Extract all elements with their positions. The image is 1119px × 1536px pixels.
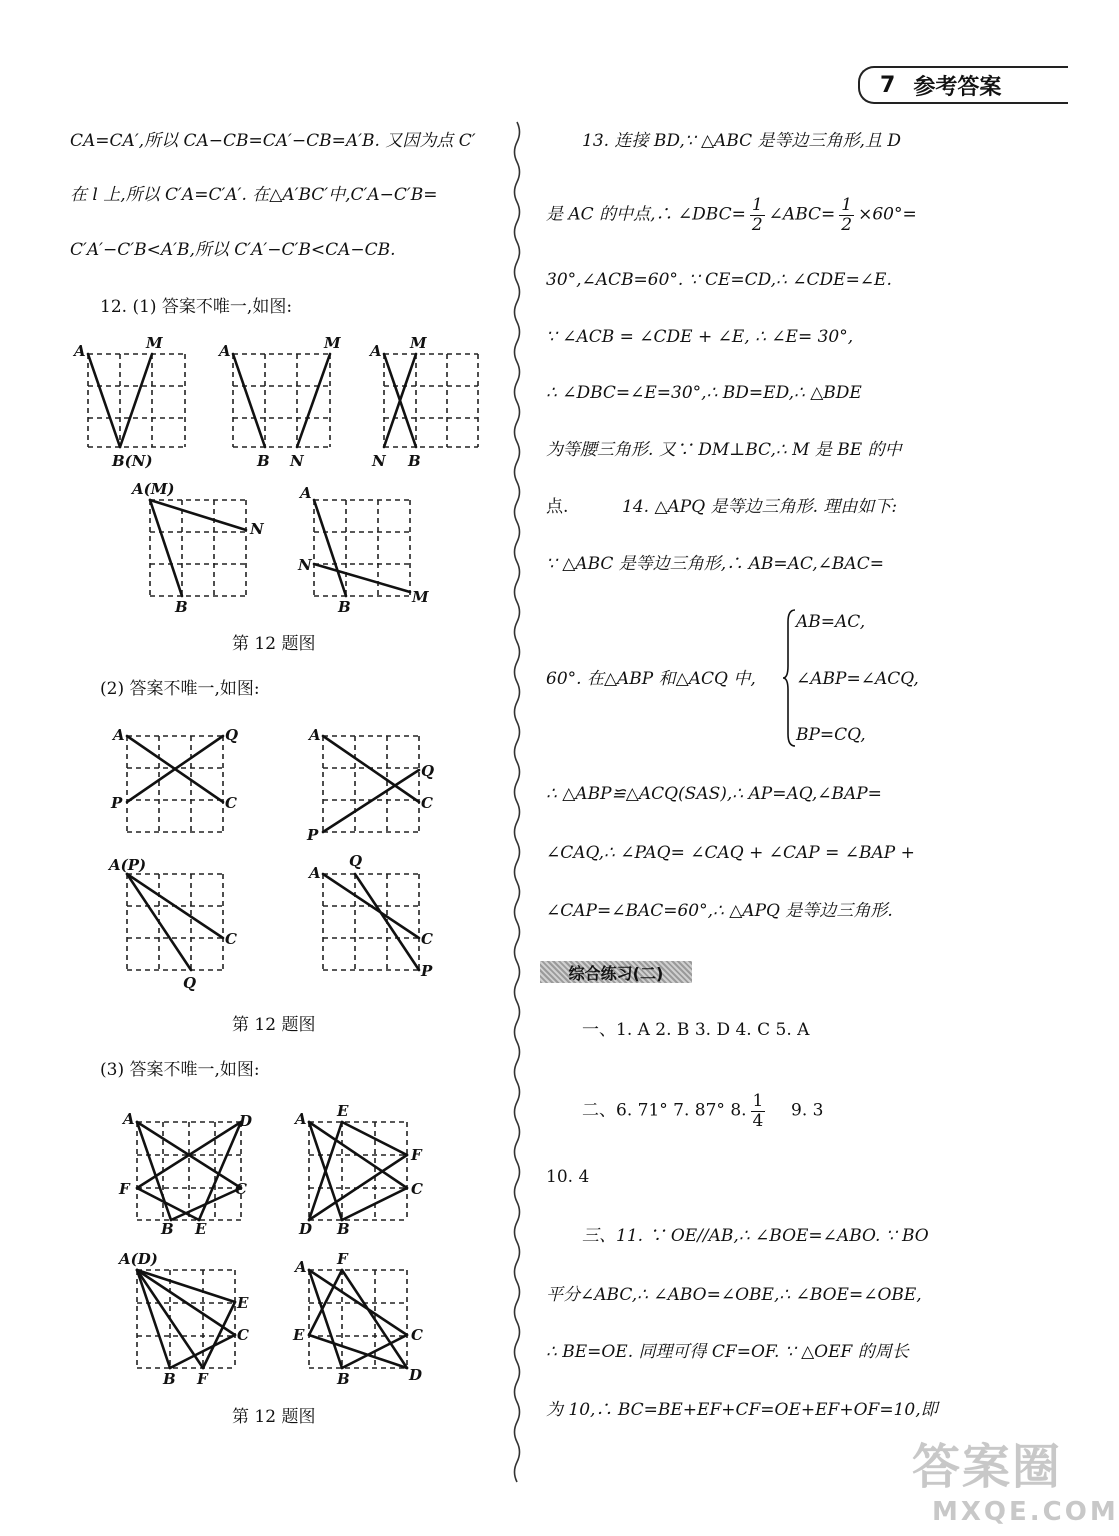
fraction-half	[839, 196, 854, 234]
grid-3d	[309, 1270, 407, 1368]
q14-system-2: ∠ABP=∠ACQ,	[796, 669, 919, 689]
label-ap: A(P)	[109, 856, 147, 874]
label-a: A	[295, 1258, 307, 1276]
fraction-numerator: 1	[841, 195, 853, 215]
figure-caption-3: 第 12 题图	[232, 1407, 316, 1427]
label-m: M	[412, 588, 429, 606]
label-b: B	[408, 452, 421, 470]
label-b: B	[161, 1220, 174, 1238]
label-c: C	[411, 1180, 423, 1198]
label-d: D	[409, 1366, 423, 1384]
label-n: N	[372, 452, 386, 470]
label-a: A	[219, 342, 231, 360]
q14-system-1: AB=AC,	[796, 612, 866, 632]
label-am: A(M)	[132, 480, 175, 498]
label-b: B	[338, 598, 351, 616]
fraction-denominator: 2	[841, 214, 853, 235]
label-d: D	[239, 1112, 253, 1130]
section-heading: 综合练习(二)	[540, 961, 692, 983]
label-a: A	[113, 726, 125, 744]
label-c: C	[421, 930, 433, 948]
q13-line-7: 点.	[546, 497, 569, 517]
watermark	[912, 1428, 1119, 1527]
grid-2a	[127, 736, 223, 832]
grid-1e	[314, 500, 410, 596]
label-p: P	[421, 962, 433, 980]
label-m: M	[324, 334, 341, 352]
q13-line-2-text-c: ×60°=	[858, 204, 917, 225]
column-divider	[510, 122, 524, 1422]
label-p: P	[111, 794, 123, 812]
label-q: Q	[349, 852, 363, 870]
left-line-2: 在 l 上,所以 C′A=C′A′. 在△A′BC′中,C′A−C′B=	[70, 185, 438, 205]
fraction-denominator: 4	[752, 1110, 764, 1131]
label-e: E	[195, 1220, 207, 1238]
label-q: Q	[225, 726, 239, 744]
label-p: P	[307, 826, 319, 844]
q13-line-2-text: 是 AC 的中点,∴ ∠DBC=	[546, 204, 746, 225]
q12-part1-heading: 12. (1) 答案不唯一,如图:	[100, 297, 293, 317]
q13-line-4: ∵ ∠ACB = ∠CDE + ∠E, ∴ ∠E= 30°,	[546, 327, 854, 347]
page-header	[858, 66, 1068, 104]
label-c: C	[237, 1326, 249, 1344]
label-e: E	[293, 1326, 305, 1344]
grid-2d	[323, 874, 419, 970]
figure-12-1	[70, 334, 500, 624]
label-q: Q	[183, 974, 197, 992]
figure-12-3	[115, 1104, 445, 1394]
fraction-quarter	[751, 1092, 766, 1130]
label-c: C	[225, 930, 237, 948]
label-m: M	[146, 334, 163, 352]
label-bn: B(N)	[112, 452, 153, 470]
label-a: A	[295, 1110, 307, 1128]
q13-line-6: 为等腰三角形. 又∵ DM⊥BC,∴ M 是 BE 的中	[546, 440, 902, 460]
figure-caption-2: 第 12 题图	[232, 1015, 316, 1035]
q14-line-5: ∠CAQ,∴ ∠PAQ= ∠CAQ + ∠CAP = ∠BAP +	[546, 843, 915, 863]
q13-line-5: ∴ ∠DBC=∠E=30°,∴ BD=ED,∴ △BDE	[546, 383, 862, 403]
q14-system-3: BP=CQ,	[796, 725, 866, 745]
label-a: A	[309, 726, 321, 744]
q14-line-6: ∠CAP=∠BAC=60°,∴ △APQ 是等边三角形.	[546, 901, 893, 921]
label-f: F	[411, 1146, 422, 1164]
fraction-numerator: 1	[751, 195, 763, 215]
q11-line-2: 平分∠ABC,∴ ∠ABO=∠OBE,∴ ∠BOE=∠OBE,	[546, 1285, 922, 1305]
label-c: C	[411, 1326, 423, 1344]
label-f: F	[197, 1370, 208, 1388]
label-c: C	[235, 1180, 247, 1198]
q13-line-2-text-b: ∠ABC=	[768, 204, 836, 225]
figure-caption-1: 第 12 题图	[232, 634, 316, 654]
label-e: E	[237, 1294, 249, 1312]
q11-line-3: ∴ BE=OE. 同理可得 CF=OF. ∵ △OEF 的周长	[546, 1342, 909, 1362]
label-m: M	[410, 334, 427, 352]
label-b: B	[257, 452, 270, 470]
fraction-denominator: 2	[751, 214, 763, 235]
label-n: N	[250, 520, 264, 538]
label-a: A	[309, 864, 321, 882]
q12-part2-heading: (2) 答案不唯一,如图:	[100, 679, 260, 699]
label-b: B	[337, 1370, 350, 1388]
q11-line-4: 为 10,∴ BC=BE+EF+CF=OE+EF+OF=10,即	[546, 1400, 938, 1420]
q13-line-1: 13. 连接 BD,∵ △ABC 是等边三角形,且 D	[582, 131, 901, 151]
label-e: E	[337, 1102, 349, 1120]
label-c: C	[225, 794, 237, 812]
q14-line-3: 60°. 在△ABP 和△ACQ 中,	[546, 669, 756, 689]
q14-line-1: 14. △APQ 是等边三角形. 理由如下:	[622, 497, 898, 517]
answers-part1: 一、1. A 2. B 3. D 4. C 5. A	[582, 1020, 810, 1040]
grid-1b	[233, 354, 330, 447]
answers-part2-prefix: 二、6. 71° 7. 87° 8.	[582, 1100, 747, 1121]
q11-line-1: 三、11. ∵ OE//AB,∴ ∠BOE=∠ABO. ∵ BO	[582, 1226, 929, 1246]
label-b: B	[175, 598, 188, 616]
label-f: F	[337, 1250, 348, 1268]
label-q: Q	[421, 762, 435, 780]
label-a: A	[370, 342, 382, 360]
answers-part2-cont: 10. 4	[546, 1167, 590, 1187]
label-b: B	[337, 1220, 350, 1238]
q14-line-2: ∵ △ABC 是等边三角形,∴ AB=AC,∠BAC=	[546, 554, 884, 574]
q13-line-2	[546, 196, 917, 234]
label-ad: A(D)	[119, 1250, 158, 1268]
watermark-en: MXQE.COM	[932, 1497, 1119, 1527]
watermark-cn: 答案圈	[912, 1439, 1063, 1495]
q13-line-3: 30°,∠ACB=60°. ∵ CE=CD,∴ ∠CDE=∠E.	[546, 270, 892, 290]
label-n: N	[298, 556, 312, 574]
q12-part3-heading: (3) 答案不唯一,如图:	[100, 1060, 260, 1080]
label-b: B	[163, 1370, 176, 1388]
grid-3b	[309, 1122, 407, 1220]
brace	[782, 608, 796, 748]
label-f: F	[119, 1180, 130, 1198]
q14-line-4: ∴ △ABP≌△ACQ(SAS),∴ AP=AQ,∠BAP=	[546, 784, 882, 804]
label-a: A	[74, 342, 86, 360]
label-a: A	[300, 484, 312, 502]
grid-1c	[384, 354, 478, 447]
label-a: A	[123, 1110, 135, 1128]
label-c: C	[421, 794, 433, 812]
grid-3a	[137, 1122, 241, 1220]
answers-part2	[582, 1092, 823, 1130]
answers-part2-suffix: 9. 3	[791, 1100, 824, 1121]
label-d: D	[299, 1220, 313, 1238]
fraction-half	[750, 196, 765, 234]
fraction-numerator: 1	[752, 1091, 764, 1111]
page-number: 7	[880, 72, 896, 98]
header-title: 参考答案	[913, 74, 1002, 100]
label-n: N	[290, 452, 304, 470]
figure-12-2	[105, 722, 445, 992]
left-line-3: C′A′−C′B<A′B,所以 C′A′−C′B<CA−CB.	[70, 240, 396, 260]
grid-2b	[323, 736, 419, 832]
grid-2c	[127, 874, 223, 970]
left-line-1: CA=CA′,所以 CA−CB=CA′−CB=A′B. 又因为点 C′	[70, 131, 476, 151]
